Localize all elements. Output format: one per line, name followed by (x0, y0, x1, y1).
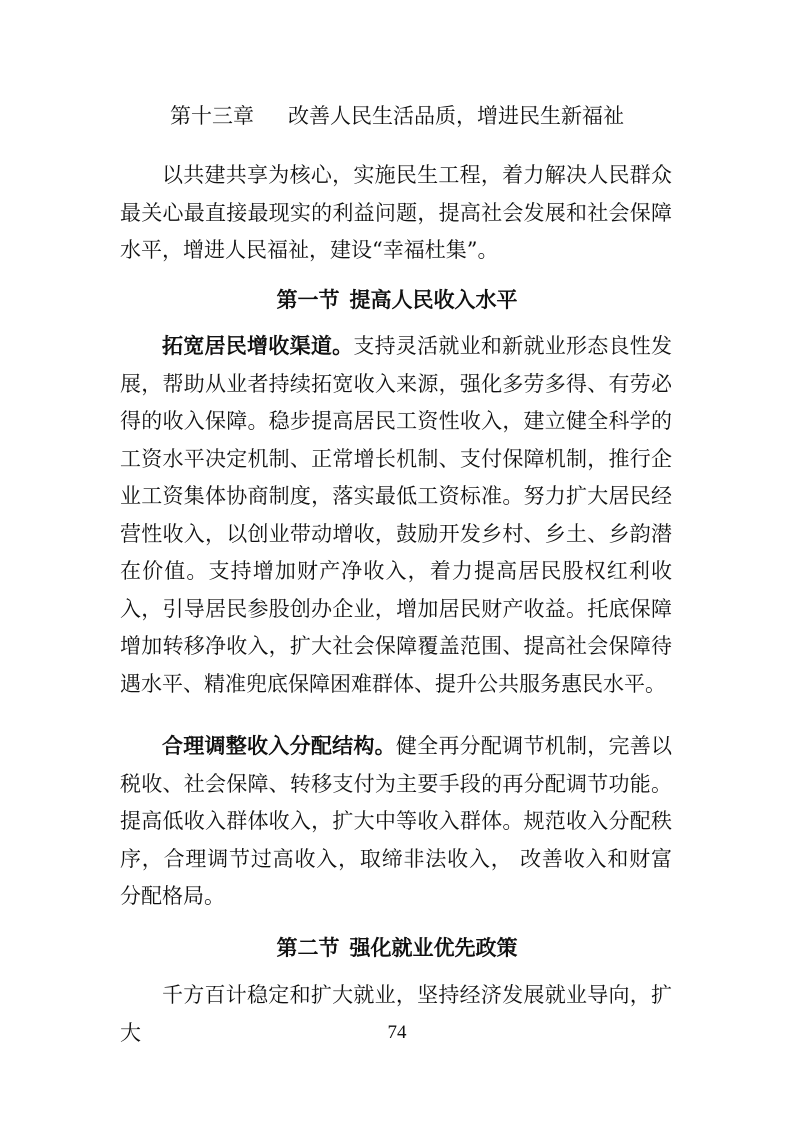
distribution-structure-lead: 合理调整收入分配结构。 (162, 734, 396, 758)
distribution-structure-paragraph (120, 728, 672, 916)
section-heading-1 (0, 284, 794, 316)
section-1-number: 第一节 (276, 288, 340, 312)
income-channels-paragraph (120, 328, 672, 703)
section-2-title: 强化就业优先政策 (349, 936, 518, 960)
chapter-number: 第十三章 (170, 104, 254, 128)
page-number: 74 (387, 1022, 407, 1043)
income-channels-lead: 拓宽居民增收渠道。 (162, 334, 354, 358)
section-1-title: 提高人民收入水平 (349, 288, 518, 312)
section-heading-2 (0, 932, 794, 964)
chapter-title-text: 改善人民生活品质，增进民生新福祉 (288, 104, 624, 128)
income-channels-body: 支持灵活就业和新就业形态良性发展，帮助从业者持续拓宽收入来源，强化多劳多得、有劳必得的收入保障。稳步提高居民工资性收入，建立健全科学的工资水平决定机制、正常增长机制、支付保障机制，推行企业工资集体协商制度，落实最低工资标准。努力扩大居民经营性收入，以创业带动增收，鼓励开发乡村、乡土、乡韵潜在价值。支持增加财产净收入，着力提高居民股权红利收入，引导居民参股创办企业，增加居民财产收益。托底保障增加转移净收入，扩大社会保障覆盖范围、提高社会保障待遇水平、精准兜底保障困难群体、提升公共服务惠民水平。 (120, 334, 673, 696)
intro-paragraph: 以共建共享为核心，实施民生工程，着力解决人民群众最关心最直接最现实的利益问题，提高社会发展和社会保障水平，增进人民福祉，建设“幸福杜集”。 (120, 163, 672, 262)
distribution-structure-body: 健全再分配调节机制，完善以税收、社会保障、转移支付为主要手段的再分配调节功能。提高低收入群体收入，扩大中等收入群体。规范收入分配秩序，合理调节过高收入，取缔非法收入， 改善收入和财富分配格局。 (120, 734, 673, 908)
section-2-number: 第二节 (276, 936, 340, 960)
employment-paragraph: 千方百计稳定和扩大就业，坚持经济发展就业导向，扩大 (120, 983, 672, 1045)
chapter-heading (0, 100, 794, 132)
